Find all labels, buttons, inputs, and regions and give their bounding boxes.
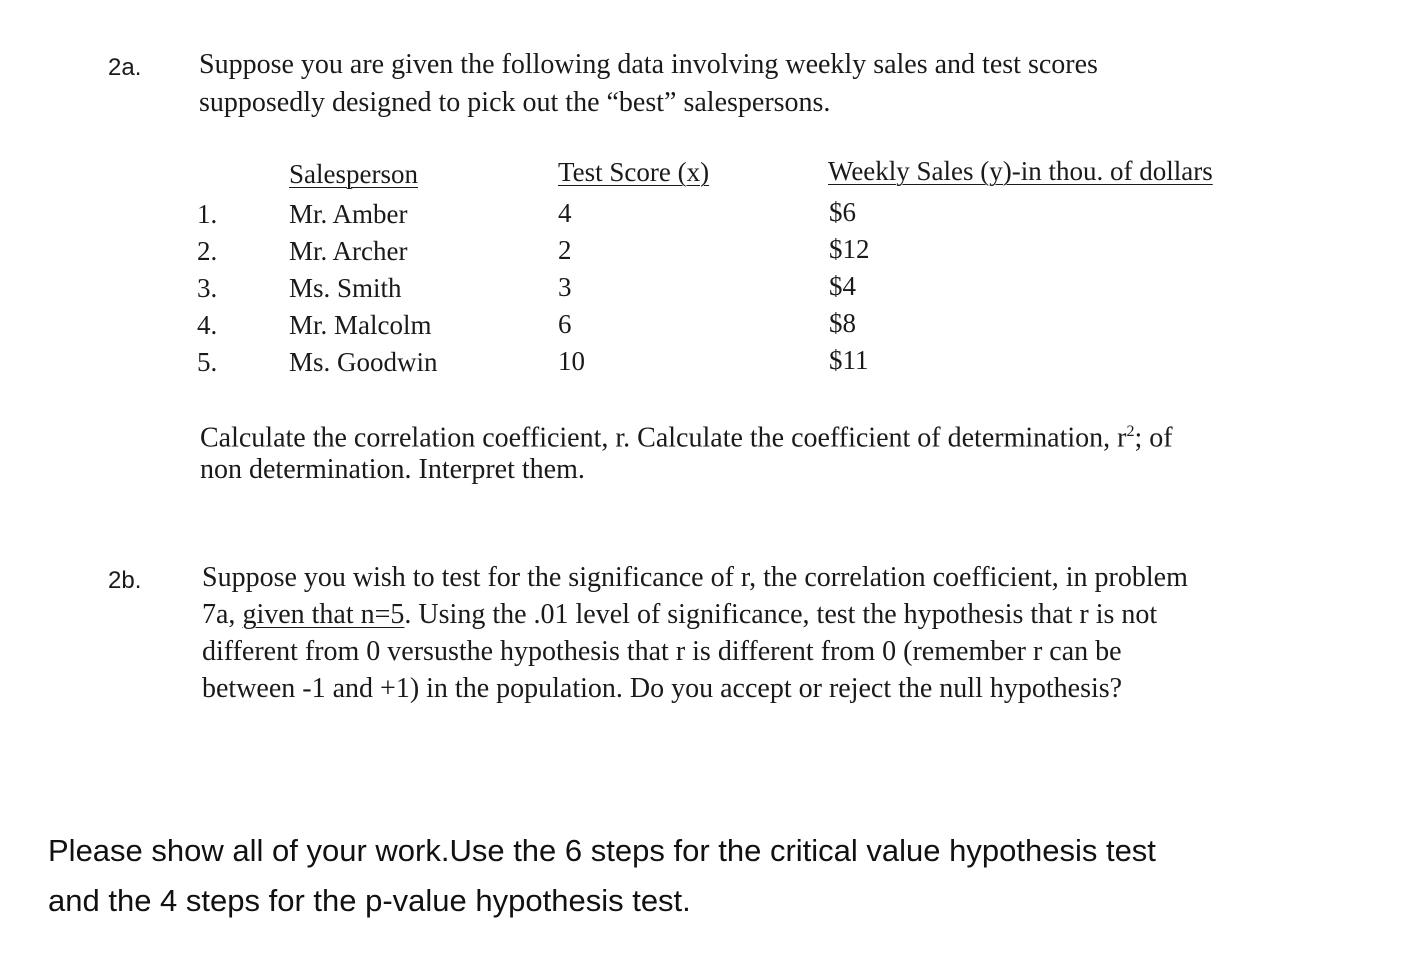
header-salesperson: Salesperson [289, 159, 418, 189]
problem-2a-number: 2a. [108, 54, 142, 81]
row-index: 2. [197, 236, 218, 266]
salesperson-name: Mr. Malcolm [289, 310, 432, 340]
row-index: 4. [197, 310, 218, 340]
problem-2a-task-line1 [200, 413, 1173, 456]
salesperson-name: Mr. Amber [289, 199, 408, 229]
task-line1-text: Calculate the correlation coefficient, r. Calculate the coefficient of determination, r [200, 422, 1127, 454]
salesperson-name: Ms. Smith [289, 273, 402, 303]
instructions-line2: and the 4 steps for the p-value hypothesis test. [48, 883, 691, 918]
task-line1-suffix: ; of [1134, 422, 1173, 454]
problem-2b-given-n: given that n=5 [242, 599, 405, 630]
row-index: 1. [197, 199, 218, 229]
problem-2b-line1: Suppose you wish to test for the significance of r, the correlation coefficient, in problem [202, 562, 1188, 593]
problem-2b-line3: different from 0 versusthe hypothesis that r is different from 0 (remember r can be [202, 636, 1122, 667]
test-score-value: 4 [558, 198, 572, 228]
test-score-column [558, 195, 585, 380]
instructions-line1: Please show all of your work.Use the 6 steps for the critical value hypothesis test [48, 833, 1156, 868]
test-score-value: 10 [558, 346, 585, 376]
weekly-sales-value: $11 [829, 345, 869, 375]
row-index: 5. [197, 347, 218, 377]
weekly-sales-value: $6 [829, 197, 856, 227]
salesperson-name: Ms. Goodwin [289, 347, 438, 377]
test-score-value: 3 [558, 272, 572, 302]
problem-2b-number: 2b. [108, 567, 142, 594]
header-test-score: Test Score (x) [558, 157, 710, 187]
weekly-sales-value: $8 [829, 308, 856, 338]
problem-2a-intro-line2: supposedly designed to pick out the “best” salespersons. [199, 87, 831, 118]
weekly-sales-value: $12 [829, 234, 870, 264]
task-line1-superscript: 2 [1126, 423, 1135, 440]
weekly-sales-value: $4 [829, 271, 856, 301]
weekly-sales-column [829, 194, 870, 379]
problem-2a-task-line2: non determination. Interpret them. [200, 454, 585, 485]
test-score-value: 2 [558, 235, 572, 265]
problem-2b-line2-suffix: . Using the .01 level of significance, test the hypothesis that r is not [404, 599, 1158, 630]
problem-2a-intro-line1: Suppose you are given the following data involving weekly sales and test scores [199, 49, 1098, 80]
problem-2b-line2 [202, 596, 1157, 633]
problem-2b-line2-prefix: 7a, [202, 599, 243, 630]
index-column [197, 196, 217, 381]
salesperson-column [289, 196, 438, 381]
row-index: 3. [197, 273, 218, 303]
salesperson-name: Mr. Archer [289, 236, 408, 266]
test-score-value: 6 [558, 309, 572, 339]
problem-2b-line4: between -1 and +1) in the population. Do you accept or reject the null hypothesis? [202, 673, 1123, 704]
header-weekly-sales: Weekly Sales (y)-in thou. of dollars [828, 156, 1213, 186]
